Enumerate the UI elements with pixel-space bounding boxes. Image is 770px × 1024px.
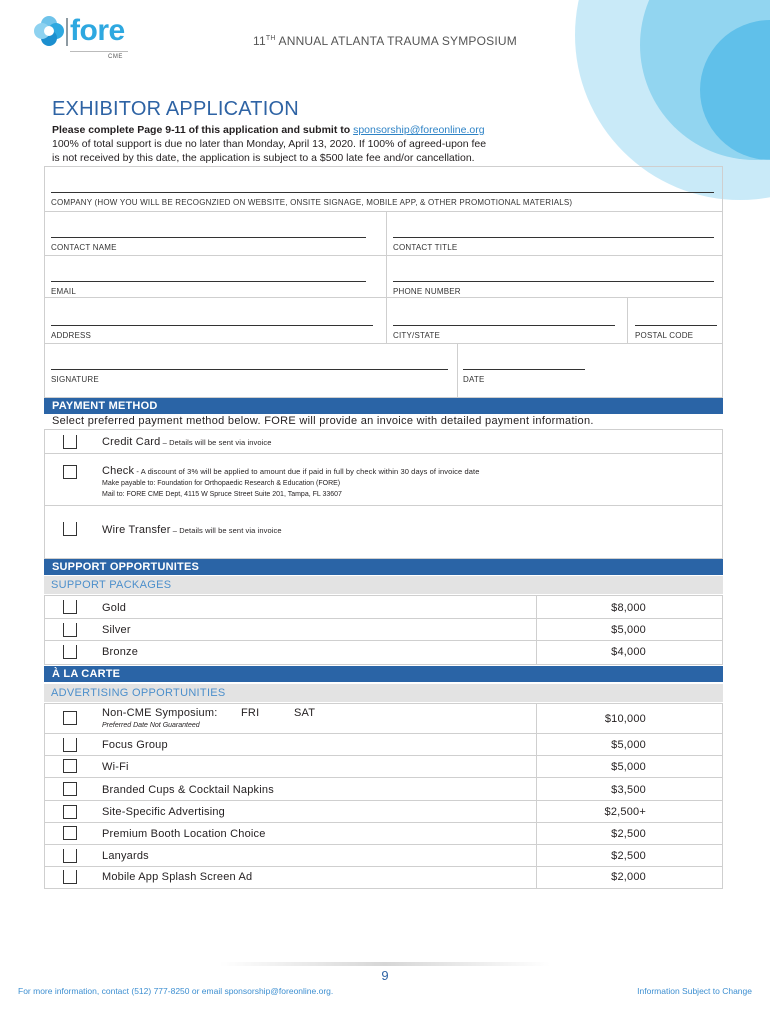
payment-row-wire [45, 506, 722, 542]
cups-napkins-checkbox[interactable] [63, 782, 77, 796]
support-packages-heading: SUPPORT PACKAGES [44, 576, 723, 594]
item-price: $2,000 [536, 867, 722, 888]
support-packages-table [44, 595, 723, 665]
sat-option[interactable]: SAT [294, 707, 316, 719]
date-field[interactable] [463, 369, 585, 384]
footer-rule [220, 962, 550, 966]
package-price: $8,000 [536, 596, 722, 618]
phone-label: PHONE NUMBER [393, 287, 461, 296]
package-price: $4,000 [536, 641, 722, 664]
wifi-checkbox[interactable] [63, 759, 77, 773]
instructions-line-2: 100% of total support is due no later than Monday, April 13, 2020. If 100% of agreed-upon fee [52, 138, 487, 150]
package-name: Gold [102, 602, 127, 614]
item-name: Branded Cups & Cocktail Napkins [102, 784, 274, 796]
check-payable: Make payable to: Foundation for Orthopaedic Research & Education (FORE) [102, 480, 341, 487]
footer-contact: For more information, contact (512) 777-8250 or email sponsorship@foreonline.org. [18, 986, 334, 996]
advertising-row [45, 823, 722, 845]
item-name: Lanyards [102, 850, 149, 862]
advertising-row [45, 801, 722, 823]
site-advertising-checkbox[interactable] [63, 805, 77, 819]
item-name: Premium Booth Location Choice [102, 828, 266, 840]
address-field[interactable] [51, 325, 373, 340]
postal-code-field[interactable] [635, 325, 717, 340]
gold-checkbox[interactable] [63, 600, 77, 614]
credit-card-label: Credit Card [102, 436, 161, 448]
advertising-table [44, 703, 723, 889]
splash-screen-checkbox[interactable] [63, 870, 77, 884]
email-label: EMAIL [51, 287, 77, 296]
wire-transfer-detail: – Details will be sent via invoice [170, 526, 282, 535]
logo-wordmark: fore [70, 14, 125, 47]
contact-form [44, 166, 723, 398]
item-name: Site-Specific Advertising [102, 806, 225, 818]
check-detail: - A discount of 3% will be applied to amount due if paid in full by check within 30 days of invoice date [134, 467, 480, 476]
payment-note: Select preferred payment method below. FORE will provide an invoice with detailed payment information. [52, 415, 594, 427]
contact-name-label: CONTACT NAME [51, 243, 117, 252]
advertising-heading: ADVERTISING OPPORTUNITIES [44, 684, 723, 702]
signature-field[interactable] [51, 369, 448, 384]
page-number: 9 [381, 968, 389, 983]
check-label: Check [102, 465, 135, 477]
email-link[interactable]: sponsorship@foreonline.org [353, 124, 485, 136]
package-row [45, 619, 722, 641]
symposium-note: Preferred Date Not Guaranteed [102, 722, 200, 729]
phone-field[interactable] [393, 281, 714, 296]
item-price: $10,000 [536, 704, 722, 733]
item-price: $2,500 [536, 823, 722, 844]
advertising-row [45, 867, 722, 888]
advertising-row [45, 704, 722, 734]
payment-row-check [45, 454, 722, 506]
item-name: Focus Group [102, 739, 168, 751]
company-field[interactable] [51, 192, 714, 207]
contact-name-field[interactable] [51, 237, 366, 252]
wire-transfer-label: Wire Transfer [102, 524, 171, 536]
item-name: Non-CME Symposium: [102, 707, 218, 719]
city-state-label: CITY/STATE [393, 331, 441, 340]
logo-rule [70, 51, 128, 52]
logo-cme: CME [108, 54, 123, 60]
advertising-row [45, 756, 722, 778]
fri-option[interactable]: FRI [241, 707, 260, 719]
contact-title-label: CONTACT TITLE [393, 243, 458, 252]
payment-row-credit [45, 430, 722, 454]
instructions-line-1: Please complete Page 9-11 of this application and submit to sponsorship@foreonline.org [52, 124, 485, 136]
page-title: EXHIBITOR APPLICATION [52, 98, 299, 120]
package-name: Silver [102, 624, 131, 636]
item-price: $2,500 [536, 845, 722, 866]
a-la-carte-heading: À LA CARTE [44, 666, 723, 682]
advertising-row [45, 778, 722, 801]
package-row [45, 641, 722, 664]
payment-options [44, 429, 723, 559]
package-price: $5,000 [536, 619, 722, 640]
item-name: Mobile App Splash Screen Ad [102, 871, 253, 883]
item-price: $2,500+ [536, 801, 722, 822]
booth-location-checkbox[interactable] [63, 826, 77, 840]
item-price: $5,000 [536, 756, 722, 777]
footer-disclaimer: Information Subject to Change [637, 986, 752, 996]
payment-method-heading: PAYMENT METHOD [44, 398, 723, 414]
signature-label: SIGNATURE [51, 375, 99, 384]
email-field[interactable] [51, 281, 366, 296]
contact-title-field[interactable] [393, 237, 714, 252]
credit-card-checkbox[interactable] [63, 435, 77, 449]
instructions-line-3: is not received by this date, the application is subject to a $500 late fee and/or cancellation. [52, 152, 475, 164]
symposium-checkbox[interactable] [63, 711, 77, 725]
check-mail: Mail to: FORE CME Dept, 4115 W Spruce Street Suite 201, Tampa, FL 33607 [102, 491, 342, 498]
address-label: ADDRESS [51, 331, 92, 340]
bronze-checkbox[interactable] [63, 645, 77, 659]
focus-group-checkbox[interactable] [63, 738, 77, 752]
postal-code-label: POSTAL CODE [635, 331, 694, 340]
city-state-field[interactable] [393, 325, 615, 340]
package-row [45, 596, 722, 619]
credit-card-detail: – Details will be sent via invoice [160, 438, 272, 447]
item-name: Wi-Fi [102, 761, 129, 773]
lanyards-checkbox[interactable] [63, 849, 77, 863]
check-checkbox[interactable] [63, 465, 77, 479]
advertising-row [45, 734, 722, 756]
advertising-row [45, 845, 722, 867]
support-heading: SUPPORT OPPORTUNITES [44, 559, 723, 575]
company-label: COMPANY (HOW YOU WILL BE RECOGNZIED ON WEBSITE, ONSITE SIGNAGE, MOBILE APP, & OTHER PROMOTIONAL MATERIALS) [51, 198, 573, 207]
silver-checkbox[interactable] [63, 623, 77, 637]
decorative-circle [640, 0, 770, 160]
item-price: $5,000 [536, 734, 722, 755]
date-label: DATE [463, 375, 485, 384]
package-name: Bronze [102, 646, 139, 658]
event-title: 11TH ANNUAL ATLANTA TRAUMA SYMPOSIUM [253, 34, 517, 48]
wire-transfer-checkbox[interactable] [63, 522, 77, 536]
item-price: $3,500 [536, 778, 722, 800]
